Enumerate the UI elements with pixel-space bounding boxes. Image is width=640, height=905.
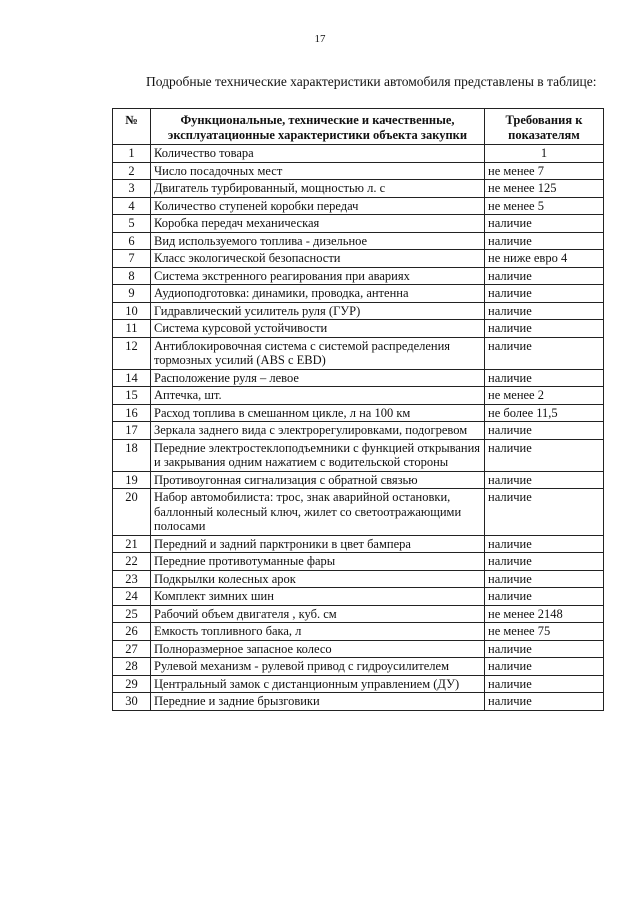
row-number: 18 xyxy=(113,439,151,471)
row-requirement: наличие xyxy=(485,369,604,387)
row-characteristic: Передние электростеклоподъемники с функцией открывания и закрывания одним нажатием с водительской стороны xyxy=(151,439,485,471)
row-requirement: наличие xyxy=(485,640,604,658)
row-characteristic: Антиблокировочная система с системой распределения тормозных усилий (ABS с EBD) xyxy=(151,337,485,369)
row-requirement: не менее 75 xyxy=(485,623,604,641)
row-characteristic: Коробка передач механическая xyxy=(151,215,485,233)
table-row xyxy=(113,232,604,250)
table-header xyxy=(113,109,604,145)
row-requirement: наличие xyxy=(485,570,604,588)
row-number: 5 xyxy=(113,215,151,233)
row-requirement: наличие xyxy=(485,337,604,369)
row-number: 1 xyxy=(113,145,151,163)
row-characteristic: Зеркала заднего вида с электрорегулировками, подогревом xyxy=(151,422,485,440)
row-number: 22 xyxy=(113,553,151,571)
table-row xyxy=(113,302,604,320)
row-number: 7 xyxy=(113,250,151,268)
table-row xyxy=(113,570,604,588)
row-characteristic: Полноразмерное запасное колесо xyxy=(151,640,485,658)
row-requirement: 1 xyxy=(485,145,604,163)
page-number: 17 xyxy=(314,33,326,45)
row-characteristic: Аптечка, шт. xyxy=(151,387,485,405)
row-number: 21 xyxy=(113,535,151,553)
row-requirement: наличие xyxy=(485,588,604,606)
row-characteristic: Рулевой механизм - рулевой привод с гидроусилителем xyxy=(151,658,485,676)
row-requirement: не менее 125 xyxy=(485,180,604,198)
table-row xyxy=(113,471,604,489)
table-row xyxy=(113,422,604,440)
row-requirement: наличие xyxy=(485,489,604,536)
table-row xyxy=(113,404,604,422)
row-characteristic: Двигатель турбированный, мощностью л. с xyxy=(151,180,485,198)
row-requirement: не менее 2 xyxy=(485,387,604,405)
row-characteristic: Система курсовой устойчивости xyxy=(151,320,485,338)
row-requirement: наличие xyxy=(485,215,604,233)
row-number: 14 xyxy=(113,369,151,387)
table-row xyxy=(113,145,604,163)
row-characteristic: Аудиоподготовка: динамики, проводка, антенна xyxy=(151,285,485,303)
table-row xyxy=(113,489,604,536)
row-number: 4 xyxy=(113,197,151,215)
row-number: 10 xyxy=(113,302,151,320)
row-number: 25 xyxy=(113,605,151,623)
row-number: 29 xyxy=(113,675,151,693)
row-requirement: наличие xyxy=(485,302,604,320)
row-characteristic: Подкрылки колесных арок xyxy=(151,570,485,588)
row-number: 30 xyxy=(113,693,151,711)
row-number: 20 xyxy=(113,489,151,536)
row-number: 12 xyxy=(113,337,151,369)
table-body xyxy=(113,145,604,711)
row-number: 11 xyxy=(113,320,151,338)
row-number: 15 xyxy=(113,387,151,405)
intro-paragraph: Подробные технические характеристики автомобиля представлены в таблице: xyxy=(146,73,597,89)
row-characteristic: Гидравлический усилитель руля (ГУР) xyxy=(151,302,485,320)
table-header-row xyxy=(113,109,604,145)
header-characteristics: Функциональные, технические и качественные, эксплуатационные характеристики объекта закупки xyxy=(151,109,485,145)
table-row xyxy=(113,623,604,641)
row-characteristic: Расход топлива в смешанном цикле, л на 100 км xyxy=(151,404,485,422)
row-requirement: наличие xyxy=(485,675,604,693)
row-number: 23 xyxy=(113,570,151,588)
table-row xyxy=(113,387,604,405)
row-characteristic: Расположение руля – левое xyxy=(151,369,485,387)
row-number: 6 xyxy=(113,232,151,250)
table-row xyxy=(113,605,604,623)
table-row xyxy=(113,675,604,693)
table-row xyxy=(113,535,604,553)
row-requirement: не более 11,5 xyxy=(485,404,604,422)
table-row xyxy=(113,369,604,387)
row-number: 3 xyxy=(113,180,151,198)
row-number: 24 xyxy=(113,588,151,606)
table-row xyxy=(113,285,604,303)
row-requirement: наличие xyxy=(485,439,604,471)
row-characteristic: Система экстренного реагирования при авариях xyxy=(151,267,485,285)
row-requirement: наличие xyxy=(485,285,604,303)
row-number: 17 xyxy=(113,422,151,440)
row-number: 16 xyxy=(113,404,151,422)
table-row xyxy=(113,320,604,338)
row-requirement: не менее 5 xyxy=(485,197,604,215)
header-number: № xyxy=(113,109,151,145)
row-requirement: наличие xyxy=(485,232,604,250)
table-row xyxy=(113,693,604,711)
row-characteristic: Передний и задний парктроники в цвет бампера xyxy=(151,535,485,553)
row-number: 26 xyxy=(113,623,151,641)
table-row xyxy=(113,337,604,369)
row-number: 27 xyxy=(113,640,151,658)
row-characteristic: Количество ступеней коробки передач xyxy=(151,197,485,215)
row-requirement: наличие xyxy=(485,267,604,285)
row-characteristic: Центральный замок с дистанционным управлением (ДУ) xyxy=(151,675,485,693)
row-number: 28 xyxy=(113,658,151,676)
table-row xyxy=(113,439,604,471)
row-characteristic: Рабочий объем двигателя , куб. см xyxy=(151,605,485,623)
row-characteristic: Передние противотуманные фары xyxy=(151,553,485,571)
row-characteristic: Емкость топливного бака, л xyxy=(151,623,485,641)
table-row xyxy=(113,215,604,233)
table-row xyxy=(113,640,604,658)
row-requirement: наличие xyxy=(485,693,604,711)
table-row xyxy=(113,162,604,180)
row-characteristic: Число посадочных мест xyxy=(151,162,485,180)
row-characteristic: Противоугонная сигнализация с обратной связью xyxy=(151,471,485,489)
row-number: 9 xyxy=(113,285,151,303)
table-row xyxy=(113,197,604,215)
row-characteristic: Передние и задние брызговики xyxy=(151,693,485,711)
header-requirements: Требования к показателям xyxy=(485,109,604,145)
row-characteristic: Класс экологической безопасности xyxy=(151,250,485,268)
row-requirement: не ниже евро 4 xyxy=(485,250,604,268)
row-requirement: наличие xyxy=(485,553,604,571)
row-requirement: наличие xyxy=(485,535,604,553)
row-number: 19 xyxy=(113,471,151,489)
row-characteristic: Количество товара xyxy=(151,145,485,163)
table-row xyxy=(113,250,604,268)
table-row xyxy=(113,267,604,285)
row-number: 8 xyxy=(113,267,151,285)
row-number: 2 xyxy=(113,162,151,180)
table-row xyxy=(113,180,604,198)
row-requirement: наличие xyxy=(485,471,604,489)
row-requirement: наличие xyxy=(485,422,604,440)
row-characteristic: Набор автомобилиста: трос, знак аварийной остановки, баллонный колесный ключ, жилет со светоотражающими полосами xyxy=(151,489,485,536)
row-requirement: не менее 7 xyxy=(485,162,604,180)
table-row xyxy=(113,658,604,676)
row-characteristic: Вид используемого топлива - дизельное xyxy=(151,232,485,250)
table-row xyxy=(113,553,604,571)
row-requirement: наличие xyxy=(485,320,604,338)
row-characteristic: Комплект зимних шин xyxy=(151,588,485,606)
row-requirement: не менее 2148 xyxy=(485,605,604,623)
table-row xyxy=(113,588,604,606)
row-requirement: наличие xyxy=(485,658,604,676)
spec-table xyxy=(112,108,604,711)
